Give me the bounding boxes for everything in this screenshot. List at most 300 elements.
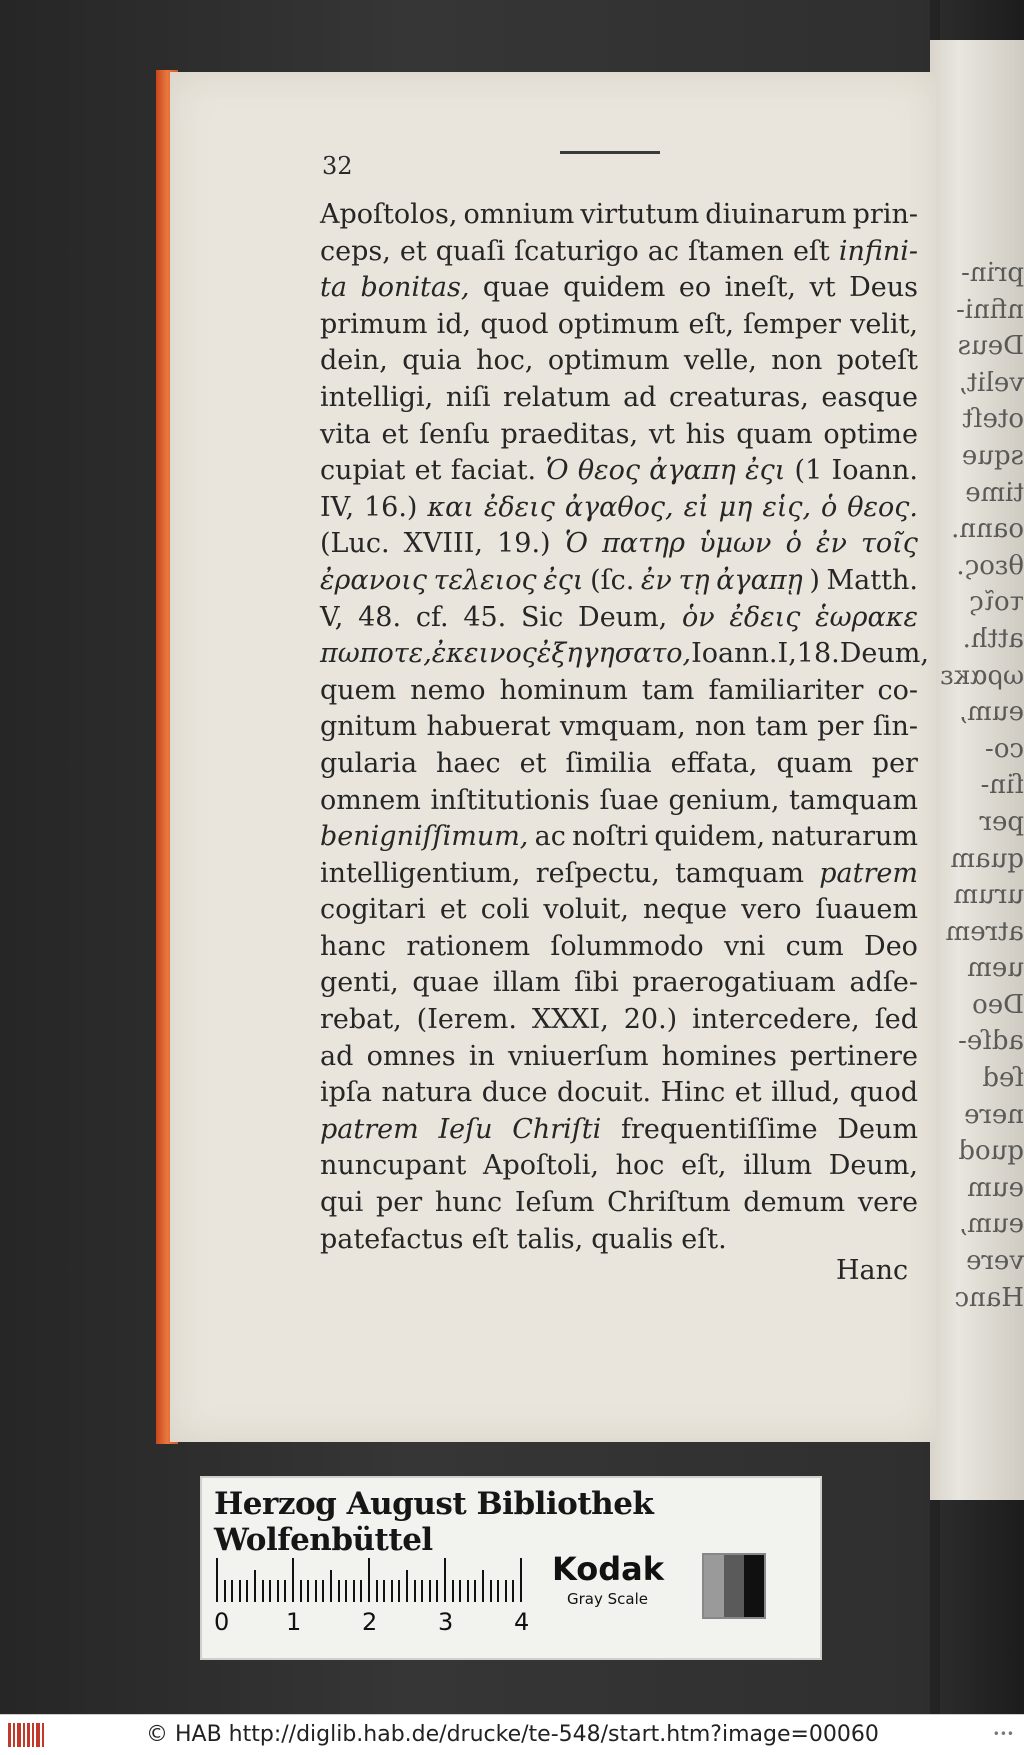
- word: Ioann.: [691, 638, 778, 670]
- word: quam: [776, 747, 853, 779]
- word: intelligi,: [320, 381, 434, 413]
- word: homines: [661, 1040, 777, 1072]
- word: ta: [320, 272, 347, 304]
- word: I,: [777, 638, 797, 670]
- word: diuinarum: [705, 199, 847, 230]
- word: illam: [492, 967, 561, 999]
- ruler-tick: [421, 1580, 423, 1602]
- word: ἐξηγησατο,: [536, 638, 692, 670]
- adjacent-fragment: eum: [967, 1172, 1024, 1203]
- word: Matth.: [826, 564, 918, 596]
- word: 45.: [463, 601, 507, 633]
- text-line: [320, 526, 918, 563]
- word: ἐςι: [745, 455, 786, 487]
- word: adſe-: [849, 967, 918, 999]
- word: genium,: [668, 784, 780, 816]
- word: et: [414, 455, 442, 487]
- ruler-tick: [262, 1580, 264, 1602]
- book-page: [170, 72, 936, 1442]
- ruler-tick: [284, 1580, 286, 1602]
- ruler-tick: [414, 1580, 416, 1602]
- word: vmquam,: [559, 711, 686, 743]
- adjacent-fragment: eum,: [958, 697, 1024, 728]
- word: effata,: [670, 747, 758, 779]
- ruler-tick: [467, 1580, 469, 1602]
- word: quaſi: [435, 235, 506, 267]
- word: frequentiſſime: [621, 1113, 818, 1145]
- text-line: [320, 636, 929, 673]
- word: tamquam: [789, 784, 918, 816]
- ruler-tick: [452, 1580, 454, 1602]
- word: poteſt: [836, 345, 918, 377]
- word: Deum,: [839, 638, 929, 670]
- word: τοῖς: [860, 528, 918, 560]
- text-line: [320, 343, 918, 380]
- word: quae: [482, 272, 550, 304]
- adjacent-fragment: velit,: [958, 367, 1024, 398]
- text-line: [320, 453, 918, 490]
- word: co-: [877, 674, 918, 706]
- adjacent-page: [930, 40, 1024, 1500]
- ruler-tick: [398, 1580, 400, 1602]
- text-line: [320, 1002, 918, 1039]
- word: eſt,: [681, 1150, 727, 1182]
- ruler-tick: [338, 1580, 340, 1602]
- word: creaturas,: [669, 381, 809, 413]
- word: nemo: [410, 674, 486, 706]
- word: faciat.: [450, 455, 537, 487]
- word: Deum,: [828, 1150, 918, 1182]
- word: optimum: [557, 308, 680, 340]
- word: ἀγαπῃ: [716, 564, 803, 596]
- kodak-logo: Kodak: [552, 1550, 664, 1588]
- word: (ſc.: [590, 564, 635, 596]
- word: ἐκεινος: [431, 638, 537, 670]
- word: natura: [381, 1077, 473, 1109]
- ruler-tick: [231, 1580, 233, 1602]
- word: velit,: [850, 308, 918, 340]
- word: inſtitutionis: [430, 784, 590, 816]
- word: ac: [534, 821, 566, 853]
- text-line: [320, 600, 918, 637]
- word: pertinere: [790, 1040, 918, 1072]
- ruler-tick: [444, 1558, 446, 1602]
- text-line: [320, 1075, 918, 1112]
- ruler-tick: [391, 1580, 393, 1602]
- word: bonitas,: [360, 272, 470, 304]
- word: ſuauem: [815, 894, 918, 926]
- ruler-tick: [436, 1580, 438, 1602]
- header-rule: [560, 151, 660, 154]
- word: et: [439, 894, 467, 926]
- word: id,: [436, 308, 472, 340]
- word: rationem: [406, 930, 531, 962]
- adjacent-fragment: atrem: [945, 916, 1024, 947]
- word: vniuerſum: [508, 1040, 649, 1072]
- adjacent-fragment: co-: [985, 733, 1024, 764]
- word: vt: [648, 418, 675, 450]
- word: tamquam: [675, 857, 805, 889]
- footer-bar: [0, 1714, 1024, 1755]
- word: his: [685, 418, 726, 450]
- word: genti,: [320, 967, 399, 999]
- adjacent-fragment: eum,: [958, 1209, 1024, 1240]
- word: omnium: [463, 199, 575, 230]
- word: quae: [412, 967, 480, 999]
- word: demum: [743, 1187, 846, 1219]
- scale-label-2: 2: [362, 1608, 378, 1636]
- word: Deum,: [578, 601, 668, 633]
- word: per: [376, 1187, 423, 1219]
- word: vni: [723, 930, 766, 962]
- word: ἐρανοις: [320, 564, 427, 596]
- word: quidem: [563, 272, 666, 304]
- word: ἀγαπη: [649, 455, 736, 487]
- word: eo: [678, 272, 712, 304]
- word: velle,: [683, 345, 757, 377]
- text-line: [320, 965, 918, 1002]
- text-line: [320, 673, 918, 710]
- word: familiariter: [708, 674, 864, 706]
- text-line: [320, 1039, 918, 1076]
- copyright-url[interactable]: © HAB http://diglib.hab.de/drucke/te-548/start.htm?image=00060: [146, 1722, 879, 1747]
- word: coli: [480, 894, 530, 926]
- word: Deum: [837, 1113, 918, 1145]
- word: ſin-: [872, 711, 918, 743]
- word: εἰ: [683, 491, 709, 523]
- word: 19.): [497, 528, 551, 560]
- word: per: [871, 747, 918, 779]
- adjacent-fragment: oann.: [951, 514, 1024, 545]
- word: Deus: [849, 272, 918, 304]
- word: ὁ: [785, 528, 802, 560]
- word: intercedere,: [692, 1004, 860, 1036]
- word: omnes: [366, 1040, 456, 1072]
- word: ἑωρακε: [815, 601, 918, 633]
- word: V,: [320, 601, 344, 633]
- word: (1: [794, 455, 823, 487]
- swatch-mid: [724, 1555, 744, 1617]
- word: quidem,: [654, 821, 766, 853]
- word: Ieſum: [514, 1187, 595, 1219]
- word: ſolummodo: [550, 930, 704, 962]
- word: omnem: [320, 784, 421, 816]
- word: hanc: [320, 930, 386, 962]
- word: και: [427, 491, 474, 523]
- adjacent-fragment: ſed: [982, 1063, 1024, 1094]
- word: duce: [481, 1077, 548, 1109]
- word: cogitari: [320, 894, 426, 926]
- word: ἐςι: [543, 564, 584, 596]
- word: quod: [480, 308, 549, 340]
- gray-swatches: [702, 1553, 766, 1619]
- word: infini-: [838, 235, 918, 267]
- word: voluit,: [543, 894, 629, 926]
- word: noſtri: [572, 821, 649, 853]
- word: patrem: [320, 1113, 419, 1145]
- word: tam: [641, 674, 695, 706]
- ruler-tick: [459, 1580, 461, 1602]
- word: tam: [755, 711, 808, 743]
- adjacent-fragment: ſin-: [980, 770, 1024, 801]
- ruler-tick: [300, 1580, 302, 1602]
- scale-label-3: 3: [438, 1608, 454, 1636]
- word: πατηρ: [602, 528, 685, 560]
- ruler-tick: [429, 1580, 431, 1602]
- word: Apoſtolos,: [320, 199, 458, 230]
- word: reſpectu,: [535, 857, 660, 889]
- word: praeditas,: [500, 418, 639, 450]
- word: hoc: [615, 1150, 665, 1182]
- ruler-tick: [277, 1580, 279, 1602]
- word: haec: [436, 747, 501, 779]
- text-line: [320, 1222, 918, 1259]
- word: 20.): [623, 1004, 678, 1036]
- text-line: [320, 307, 918, 344]
- word: ſenſu: [419, 418, 490, 450]
- ruler-tick: [368, 1558, 370, 1602]
- word: virtutum: [580, 199, 700, 230]
- word: et: [399, 235, 427, 267]
- swatch-light: [704, 1555, 724, 1617]
- word: Deo: [864, 930, 918, 962]
- ruler-tick: [376, 1580, 378, 1602]
- word: eſt.: [681, 1223, 727, 1255]
- word: hunc: [434, 1187, 503, 1219]
- word: gularia: [320, 747, 418, 779]
- word: πωποτε,: [320, 638, 432, 670]
- text-line: [320, 1185, 918, 1222]
- ruler-tick: [307, 1580, 309, 1602]
- word: ſibi: [574, 967, 619, 999]
- ruler-tick: [520, 1558, 522, 1602]
- swatch-dark: [744, 1555, 764, 1617]
- scale-label-0: 0: [214, 1608, 230, 1636]
- word: ceps,: [320, 235, 391, 267]
- word: τῃ: [678, 564, 710, 596]
- hab-logo-icon: [8, 1721, 46, 1749]
- word: relatum: [503, 381, 611, 413]
- word: quod: [849, 1077, 918, 1109]
- word: ὑμων: [699, 528, 772, 560]
- text-line: [320, 380, 918, 417]
- word: qualis: [591, 1223, 674, 1255]
- word: eſt: [471, 1223, 509, 1255]
- word: Sic: [521, 601, 564, 633]
- ruler-tick: [345, 1580, 347, 1602]
- word: ſtamen: [688, 235, 784, 267]
- text-line: [320, 417, 918, 454]
- word: cupiat: [320, 455, 406, 487]
- word: Apoſtoli,: [482, 1150, 599, 1182]
- word: per: [817, 711, 864, 743]
- word: et: [519, 747, 547, 779]
- scale-label-4: 4: [514, 1608, 530, 1636]
- word: ὁν: [682, 601, 715, 633]
- word: θεος: [577, 455, 641, 487]
- word: vere: [857, 1187, 918, 1219]
- ruler-tick: [406, 1570, 408, 1602]
- word: ): [809, 564, 820, 596]
- word: ἐδεις: [729, 601, 801, 633]
- word: hoc,: [476, 345, 534, 377]
- word: intelligentium,: [320, 857, 521, 889]
- ruler-tick: [269, 1580, 271, 1602]
- gray-scale-label: Gray Scale: [567, 1590, 648, 1608]
- adjacent-fragment: adſe-: [958, 1026, 1024, 1057]
- adjacent-fragment: Deo: [972, 989, 1024, 1020]
- ruler-tick: [383, 1580, 385, 1602]
- word: vero: [741, 894, 802, 926]
- ruler-ticks: [216, 1558, 526, 1602]
- ruler-tick: [482, 1570, 484, 1602]
- word: vt: [809, 272, 836, 304]
- word: quam: [736, 418, 813, 450]
- word: ad: [320, 1040, 354, 1072]
- adjacent-fragment: time: [965, 477, 1024, 508]
- adjacent-fragment: vere: [966, 1246, 1024, 1277]
- word: ipſa: [320, 1077, 373, 1109]
- word: 18.: [796, 638, 840, 670]
- ruler-tick: [330, 1570, 332, 1602]
- text-line: [320, 783, 918, 820]
- word: easque: [821, 381, 918, 413]
- word: Chriſtum: [607, 1187, 731, 1219]
- word: niſi: [445, 381, 491, 413]
- text-line: [320, 1112, 918, 1149]
- word: gnitum: [320, 711, 418, 743]
- ruler-tick: [315, 1580, 317, 1602]
- ruler-tick: [474, 1580, 476, 1602]
- word: Ὁ: [545, 455, 569, 487]
- word: 48.: [358, 601, 402, 633]
- ruler-tick: [224, 1580, 226, 1602]
- ruler-tick: [292, 1558, 294, 1602]
- word: rebat,: [320, 1004, 402, 1036]
- adjacent-fragment: quam: [950, 843, 1024, 874]
- word: XXXI,: [531, 1004, 609, 1036]
- word: eſt: [792, 235, 830, 267]
- word: IV,: [320, 491, 355, 523]
- word: benigniſſimum,: [320, 821, 529, 853]
- text-line: [320, 1148, 918, 1185]
- adjacent-fragment: atth.: [962, 623, 1024, 654]
- word: ad: [623, 381, 657, 413]
- text-line: [320, 563, 918, 600]
- adjacent-fragment: prin-: [961, 258, 1024, 288]
- adjacent-fragment: per: [979, 806, 1024, 837]
- word: docuit.: [556, 1077, 652, 1109]
- ruler-tick: [353, 1580, 355, 1602]
- word: Chriſti: [512, 1113, 602, 1145]
- adjacent-fragment: quod: [958, 1136, 1024, 1167]
- scale-label-1: 1: [286, 1608, 302, 1636]
- word: illum: [743, 1150, 813, 1182]
- word: εἱς,: [762, 491, 812, 523]
- text-line: [320, 490, 918, 527]
- ruler-tick: [322, 1580, 324, 1602]
- ruler-tick: [490, 1580, 492, 1602]
- library-name: Herzog August Bibliothek Wolfenbüttel: [214, 1486, 654, 1558]
- word: neque: [643, 894, 728, 926]
- word: ἐν: [640, 564, 672, 596]
- text-line: [320, 856, 918, 893]
- word: Ieſu: [438, 1113, 493, 1145]
- word: Ioann.: [831, 455, 918, 487]
- adjacent-fragment: ωρακε: [940, 660, 1024, 691]
- text-line: [320, 234, 918, 271]
- word: cf.: [415, 601, 449, 633]
- word: primum: [320, 308, 428, 340]
- text-line: [320, 892, 918, 929]
- word: ἐν: [815, 528, 847, 560]
- footer-dots: •••: [992, 1727, 1014, 1741]
- color-reference-card: [200, 1476, 822, 1660]
- adjacent-fragment: oteſt: [962, 404, 1024, 435]
- word: et: [734, 1077, 762, 1109]
- word: θεος.: [847, 491, 918, 523]
- word: ſimilia: [565, 747, 652, 779]
- ruler-tick: [360, 1580, 362, 1602]
- ruler-tick: [505, 1580, 507, 1602]
- word: naturarum: [771, 821, 918, 853]
- word: habuerat: [426, 711, 551, 743]
- word: quem: [320, 674, 397, 706]
- word: ineſt,: [724, 272, 797, 304]
- word: Hinc: [660, 1077, 726, 1109]
- word: (Ierem.: [416, 1004, 517, 1036]
- word: qui: [320, 1187, 364, 1219]
- text-line: [320, 746, 918, 783]
- word: (Luc.: [320, 528, 390, 560]
- word: ὁ: [821, 491, 838, 523]
- word: in: [468, 1040, 495, 1072]
- ruler-tick: [216, 1558, 218, 1602]
- ruler-tick: [497, 1580, 499, 1602]
- text-line: [320, 819, 918, 856]
- word: patefactus: [320, 1223, 464, 1255]
- word: μη: [718, 491, 753, 523]
- adjacent-fragment: τοῖς: [969, 587, 1024, 618]
- adjacent-fragment: nere: [964, 1099, 1024, 1130]
- word: optimum: [547, 345, 670, 377]
- word: ſed: [874, 1004, 918, 1036]
- adjacent-fragment: uem: [967, 953, 1024, 984]
- word: ἐδεις: [483, 491, 555, 523]
- adjacent-fragment: Deus: [957, 331, 1024, 362]
- ruler-tick: [239, 1580, 241, 1602]
- word: τελειος: [433, 564, 537, 596]
- word: 16.): [363, 491, 418, 523]
- adjacent-fragment: nfini-: [956, 294, 1024, 325]
- ruler-tick: [512, 1580, 514, 1602]
- text-line: [320, 709, 918, 746]
- word: ſcaturigo: [514, 235, 639, 267]
- word: non: [771, 345, 823, 377]
- ruler-tick: [254, 1570, 256, 1602]
- word: quia: [402, 345, 462, 377]
- page-number: 32: [322, 152, 353, 180]
- ruler-tick: [246, 1580, 248, 1602]
- word: vita: [320, 418, 371, 450]
- word: optime: [823, 418, 918, 450]
- word: non: [695, 711, 747, 743]
- word: praerogatiuam: [632, 967, 836, 999]
- text-line: [320, 270, 918, 307]
- word: dein,: [320, 345, 388, 377]
- word: Ὁ: [564, 528, 588, 560]
- adjacent-fragment: θεος.: [956, 550, 1024, 581]
